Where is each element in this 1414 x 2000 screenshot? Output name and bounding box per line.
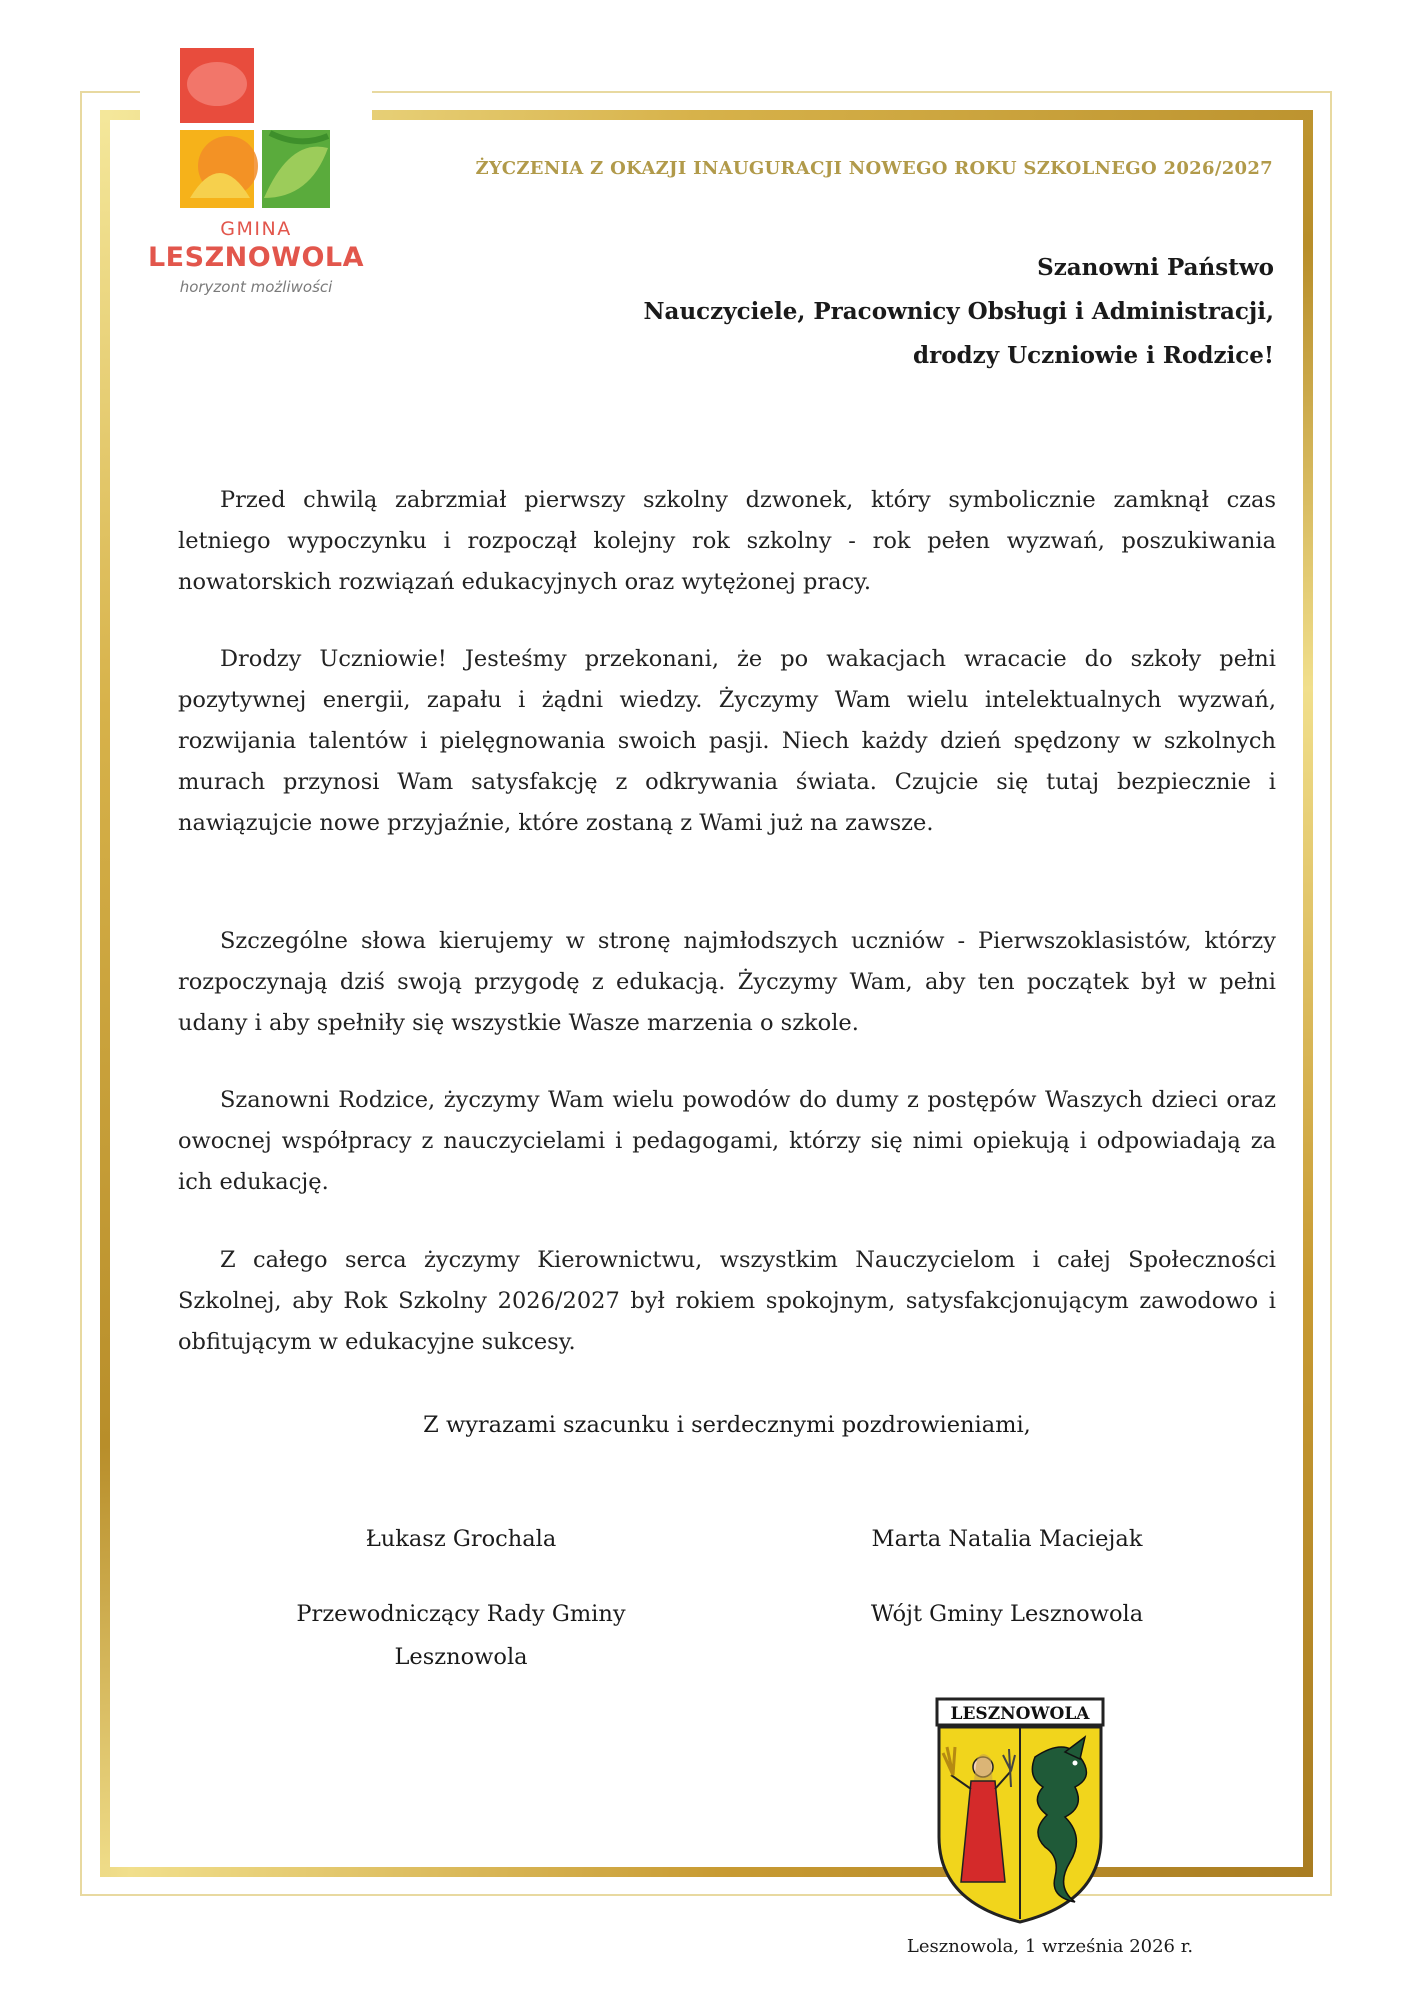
signature-left-role [240,1593,682,1679]
greeting-block [520,246,1274,378]
coat-of-arms-icon [935,1697,1105,1925]
greeting-line-2: Nauczyciele, Pracownicy Obsługi i Administracji, [643,298,1274,325]
paragraph-4-text: Szanowni Rodzice, życzymy Wam wielu powodów do dumy z postępów Waszych dzieci oraz owocnej współpracy z nauczycielami i pedagogami, którzy się nimi opiekują i odpowiadają za ich edukację. [178,1087,1276,1195]
logo-name-text: LESZNOWOLA [147,242,365,273]
paragraph-3 [178,921,1276,1044]
logo-tagline: horyzont możliwości [179,278,333,296]
signature-left-role-line-1: Przewodniczący Rady Gminy [296,1601,626,1627]
paragraph-5 [178,1240,1276,1363]
logo-gmina-text: GMINA [220,218,292,240]
signature-right [792,1518,1222,1636]
signature-right-role-line-1: Wójt Gminy Lesznowola [870,1601,1144,1627]
greeting-line-3: drodzy Uczniowie i Rodzice! [913,342,1274,369]
paragraph-5-text: Z całego serca życzymy Kierownictwu, wszystkim Nauczycielom i całej Społeczności Szkolnej, aby Rok Szkolny 2026/2027 był rokiem spokojnym, satysfakcjonującym zawodowo i obfitującym w edukacyjne sukcesy. [178,1247,1276,1355]
signature-left-name: Łukasz Grochala [365,1526,557,1552]
signature-left [240,1518,682,1679]
signature-right-name: Marta Natalia Maciejak [871,1526,1143,1552]
paragraph-1 [178,480,1276,603]
gmina-logo [140,22,372,322]
paragraph-3-text: Szczególne słowa kierujemy w stronę najmłodszych uczniów - Pierwszoklasistów, którzy rozpoczynają dziś swoją przygodę z edukacją. Życzymy Wam, aby ten początek był w pełni udany i aby spełniły się wszystkie Wasze marzenia o szkole. [178,928,1276,1036]
coat-of-arms-label: LESZNOWOLA [950,1704,1090,1724]
signature-right-role [792,1593,1222,1636]
signature-left-role-line-2: Lesznowola [394,1644,528,1670]
paragraph-1-text: Przed chwilą zabrzmiał pierwszy szkolny dzwonek, który symbolicznie zamknął czas letniego wypoczynku i rozpoczął kolejny rok szkolny - rok pełen wyzwań, poszukiwania nowatorskich rozwiązań edukacyjnych oraz wytężonej pracy. [178,487,1276,595]
paragraph-4 [178,1080,1276,1203]
page-title: ŻYCZENIA Z OKAZJI INAUGURACJI NOWEGO ROKU SZKOLNEGO 2026/2027 [475,158,1273,179]
paragraph-2 [178,639,1276,844]
paragraph-2-text: Drodzy Uczniowie! Jesteśmy przekonani, że po wakacjach wracacie do szkoły pełni pozytywnej energii, zapału i żądni wiedzy. Życzymy Wam wielu intelektualnych wyzwań, rozwijania talentów i pielęgnowania swoich pasji. Niech każdy dzień spędzony w szkolnych murach przynosi Wam satysfakcję z odkrywania świata. Czujcie się tutaj bezpiecznie i nawiązujcie nowe przyjaźnie, które zostaną z Wami już na zawsze. [178,646,1276,836]
place-date: Lesznowola, 1 września 2026 r. [906,1936,1194,1957]
logo-mark-icon [180,48,330,213]
greeting-line-1: Szanowni Państwo [1037,254,1274,281]
closing-line: Z wyrazami szacunku i serdecznymi pozdrowieniami, [423,1412,1031,1438]
